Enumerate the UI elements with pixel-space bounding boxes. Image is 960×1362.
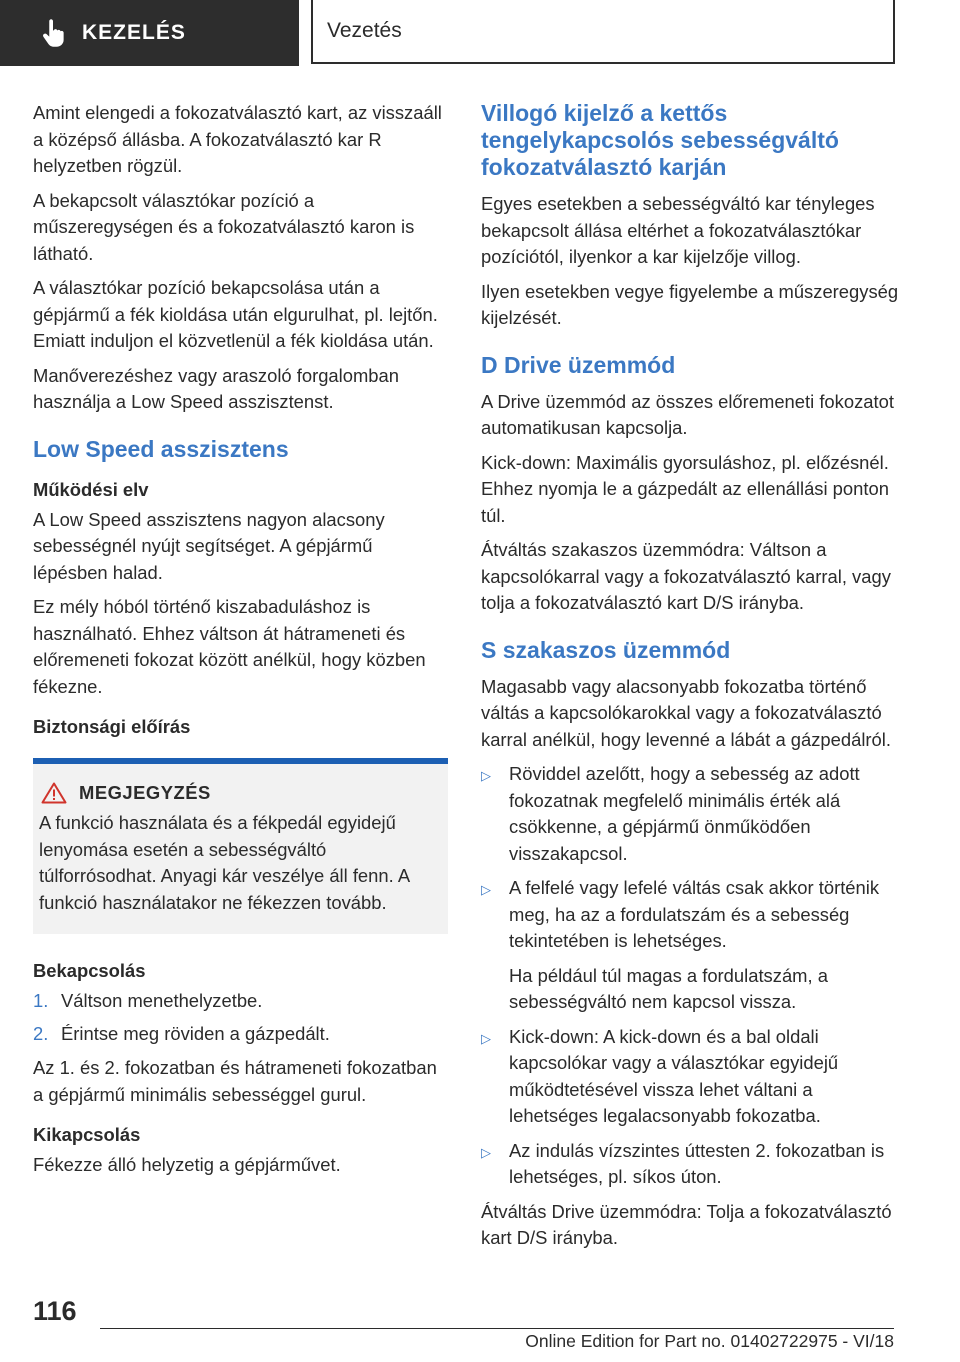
paragraph: Az 1. és 2. fokozatban és hátrameneti fokozatban a gépjármű minimális sebességgel gurul.: [33, 1057, 437, 1105]
tab-kezeles[interactable]: [0, 0, 299, 66]
triangle-right-icon: ▷: [481, 1030, 491, 1046]
section-heading-low-speed: Low Speed asszisztens: [33, 435, 289, 462]
warning-box: [33, 758, 448, 934]
list-item: [33, 988, 448, 1015]
right-column: [481, 100, 899, 1260]
tab-kezeles-label: KEZELÉS: [82, 21, 186, 44]
paragraph: A választókar pozíció bekapcsolása után a gépjármű a fék kioldása után elgurulhat, pl. lejtőn. Emiatt induljon el közvetlenül a fék kioldása után.: [33, 277, 438, 351]
list-item: [481, 1138, 899, 1191]
step-text: Érintse meg röviden a gázpedált.: [61, 1022, 330, 1044]
paragraph: Manőverezéshez vagy araszoló forgalomban használja a Low Speed asszisztenst.: [33, 364, 399, 412]
warning-header: [39, 782, 442, 804]
paragraph: Kick-down: Maximális gyorsuláshoz, pl. előzésnél. Ehhez nyomja le a gázpedált az ellenállási ponton túl.: [481, 451, 889, 526]
subheading-biztonsagi-eloiras: Biztonsági előírás: [33, 716, 191, 737]
tab-vezetes-label: Vezetés: [327, 19, 402, 42]
list-item: [33, 1021, 448, 1048]
list-item: [481, 761, 899, 867]
paragraph: A bekapcsolt választókar pozíció a műszeregységen és a fokozatválasztó karon is látható.: [33, 189, 415, 264]
list-item: [481, 1024, 899, 1130]
footer-edition: Online Edition for Part no. 01402722975 - VI/18: [525, 1331, 894, 1351]
footer-divider: [100, 1328, 894, 1329]
list-item: [481, 875, 899, 1016]
step-text: Váltson menethelyzetbe.: [61, 990, 263, 1011]
step-number: 1.: [33, 990, 49, 1011]
subheading-bekapcsolas: Bekapcsolás: [33, 960, 146, 981]
bullet-text: Az indulás vízszintes úttesten 2. fokozatban is lehetséges, pl. síkos úton.: [509, 1139, 885, 1187]
triangle-right-icon: ▷: [481, 882, 491, 897]
steps-list: [33, 988, 448, 1047]
bullet-extra-text: Ha például túl magas a fordulatszám, a sebességváltó nem kapcsol vissza.: [509, 964, 828, 1012]
paragraph: Átváltás szakaszos üzemmódra: Váltson a kapcsolókarral vagy a fokozatválasztó karral, vagy tolja a fokozatválasztó kart D/S irányba.: [481, 539, 891, 613]
step-number: 2.: [33, 1022, 49, 1044]
paragraph: Magasabb vagy alacsonyabb fokozatba történő váltás a kapcsolókarokkal vagy a fokozatválasztó karral anélkül, hogy levenné a lábát a gázpedálról.: [481, 675, 891, 750]
tab-vezetes[interactable]: [311, 0, 895, 64]
warning-title: MEGJEGYZÉS: [79, 782, 211, 803]
paragraph: Fékezze álló helyzetig a gépjárművet.: [33, 1154, 341, 1175]
subheading-kikapcsolas: Kikapcsolás: [33, 1124, 141, 1145]
triangle-right-icon: ▷: [481, 1144, 491, 1160]
paragraph: A Drive üzemmód az összes előremeneti fokozatot automatikusan kapcsolja.: [481, 390, 894, 438]
paragraph: A Low Speed asszisztens nagyon alacsony sebességnél nyújt segítséget. A gépjármű lépésben halad.: [33, 508, 385, 583]
paragraph: Átváltás Drive üzemmódra: Tolja a fokozatválasztó kart D/S irányba.: [481, 1200, 892, 1248]
list-item-text: [509, 875, 899, 1016]
list-item-text: [509, 1138, 899, 1191]
bullet-text: A felfelé vagy lefelé váltás csak akkor történik meg, ha az a fordulatszám és a sebesség tekintetében is lehetséges.: [509, 877, 880, 951]
warning-triangle-icon: [41, 782, 67, 804]
page-number: 116: [33, 1296, 77, 1326]
section-heading-villogo-kijelzo: Villogó kijelző a kettős tengelykapcsolós sebességváltó fokozatválasztó karján: [481, 100, 839, 180]
bullet-text: Kick-down: A kick-down és a bal oldali kapcsolókar vagy a választókar egyidejű működtetésével vissza lehet váltani a lehetséges legalacsonyabb fokozatba.: [509, 1025, 839, 1126]
paragraph: Ez mély hóból történő kiszabaduláshoz is használható. Ehhez váltson át hátrameneti és előremeneti fokozat között anélkül, hogy közben fékezne.: [33, 596, 426, 697]
section-heading-drive-mode: D Drive üzemmód: [481, 351, 676, 378]
paragraph: Egyes esetekben a sebességváltó kar tényleges bekapcsolt állása eltérhet a fokozatválasztókar pozíciótól, ilyenkor a kar kijelzője villog.: [481, 193, 875, 267]
paragraph: Amint elengedi a fokozatválasztó kart, az visszaáll a középső állásba. A fokozatválasztó kar R helyzetben rögzül.: [33, 102, 442, 176]
warning-text: A funkció használata és a fékpedál egyidejű lenyomása esetén a sebességváltó túlforrósodhat. Anyagi kár veszélye áll fenn. A funkció használatakor ne fékezzen tovább.: [39, 812, 410, 913]
triangle-right-icon: ▷: [481, 768, 491, 783]
bullet-list: [481, 761, 899, 1191]
paragraph: Ilyen esetekben vegye figyelembe a műszeregység kijelzését.: [481, 280, 899, 328]
list-item-text: [509, 1024, 899, 1130]
section-heading-s-mode: S szakaszos üzemmód: [481, 636, 731, 663]
bullet-text: Röviddel azelőtt, hogy a sebesség az adott fokozatnak megfelelő minimális érték alá csökkenne, a gépjármű önműködően visszakapcsol.: [509, 763, 860, 864]
subheading-mukodesi-elv: Működési elv: [33, 478, 149, 500]
hand-pointer-icon: [38, 18, 68, 48]
list-item-text: [509, 761, 899, 867]
left-column: [33, 100, 448, 1187]
chapter-tab-bar: [0, 0, 960, 66]
